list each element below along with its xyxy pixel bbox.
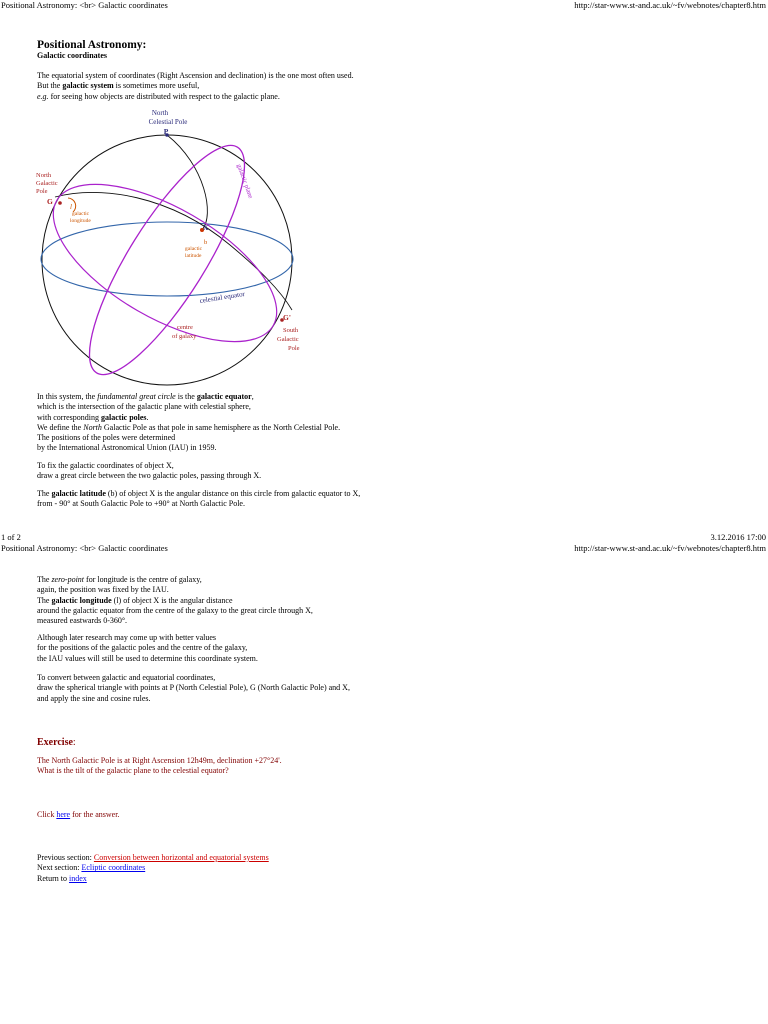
g-marker bbox=[58, 201, 62, 205]
label-galactic-latitude-1: galactic bbox=[185, 246, 203, 252]
navigation-links: Previous section: Conversion between horizontal and equatorial systems Next section: Ecliptic coordinates Return to index bbox=[37, 853, 269, 883]
label-north-galactic-pole-3: Pole bbox=[36, 188, 48, 195]
label-north-galactic-pole-1: North bbox=[36, 172, 52, 179]
label-north-celestial-pole-1: North bbox=[151, 109, 169, 117]
label-north-galactic-pole-2: Galactic bbox=[36, 180, 58, 187]
celestial-sphere bbox=[42, 135, 292, 385]
label-galactic-latitude-2: latitude bbox=[185, 253, 202, 259]
label-centre-of-galaxy-2: of galaxy bbox=[172, 333, 197, 340]
great-circle-through-g bbox=[55, 192, 292, 310]
answer-link[interactable]: here bbox=[56, 810, 71, 819]
print-footer-page: 1 of 2 bbox=[1, 532, 21, 542]
print-header-title-2: Positional Astronomy: <br> Galactic coordinates bbox=[1, 543, 168, 553]
paragraph-galactic-latitude: The galactic latitude (b) of object X is the angular distance on this circle from galactic equator to X, from - 90° at South Galactic Pole to +90° at North Galactic Pole. bbox=[37, 489, 361, 509]
page-title: Positional Astronomy: bbox=[37, 39, 147, 51]
label-galactic-longitude-1: galactic bbox=[72, 211, 90, 217]
exercise-text: The North Galactic Pole is at Right Ascension 12h49m, declination +27°24'. What is the tilt of the galactic plane to the celestial equator? bbox=[37, 756, 282, 776]
label-galactic-longitude-2: longitude bbox=[70, 218, 91, 224]
label-centre-of-galaxy-1: centre bbox=[177, 324, 193, 331]
intro-paragraph: The equatorial system of coordinates (Right Ascension and declination) is the one most often used. But the galactic system is sometimes more useful, e.g. for seeing how objects are distributed with respect to the galactic plane. bbox=[37, 71, 354, 101]
paragraph-zero-point: The zero-point for longitude is the centre of galaxy, again, the position was fixed by the IAU. The galactic longitude (l) of object X is the angular distance around the galactic equator from the centre of the galaxy to the great circle through X, measured eastwards 0-360°. bbox=[37, 575, 313, 626]
label-g-prime: G' bbox=[283, 313, 291, 322]
label-south-galactic-pole-1: South bbox=[283, 327, 299, 334]
print-footer-date: 3.12.2016 17:00 bbox=[710, 532, 766, 542]
label-x: X bbox=[203, 223, 209, 232]
page-subtitle: Galactic coordinates bbox=[37, 51, 107, 60]
label-p: P bbox=[163, 127, 169, 136]
galactic-coordinates-diagram bbox=[30, 105, 310, 390]
label-north-celestial-pole-2: Celestial Pole bbox=[148, 118, 188, 126]
paragraph-fix-coordinates: To fix the galactic coordinates of object X, draw a great circle between the two galactic poles, passing through X. bbox=[37, 461, 262, 481]
label-south-galactic-pole-2: Galactic bbox=[277, 336, 299, 343]
paragraph-iau-values: Although later research may come up with better values for the positions of the galactic poles and the centre of the galaxy, the IAU values will still be used to determine this coordinate system. bbox=[37, 633, 258, 663]
meridian-through-p bbox=[167, 135, 207, 230]
print-header-url-2: http://star-www.st-and.ac.uk/~fv/webnotes/chapter8.htm bbox=[574, 543, 766, 553]
label-g: G bbox=[47, 197, 53, 206]
label-b: b bbox=[204, 239, 208, 246]
next-section-link[interactable]: Ecliptic coordinates bbox=[81, 863, 146, 873]
exercise-heading: Exercise: bbox=[37, 737, 76, 748]
print-header-url: http://star-www.st-and.ac.uk/~fv/webnotes/chapter8.htm bbox=[574, 0, 766, 10]
print-header-title: Positional Astronomy: <br> Galactic coordinates bbox=[1, 0, 168, 10]
celestial-equator-line bbox=[41, 222, 293, 296]
label-galactic-plane: galactic plane bbox=[235, 163, 254, 200]
previous-section-link[interactable]: Conversion between horizontal and equatorial systems bbox=[93, 853, 269, 862]
index-link[interactable]: index bbox=[69, 873, 87, 883]
paragraph-conversion: To convert between galactic and equatorial coordinates, draw the spherical triangle with points at P (North Celestial Pole), G (North Galactic Pole) and X, and apply the sine and cosine rules. bbox=[37, 673, 350, 703]
label-l: l bbox=[70, 203, 72, 211]
label-celestial-equator: celestial equator bbox=[199, 289, 246, 305]
exercise-answer-line: Click here for the answer. bbox=[37, 810, 120, 819]
label-south-galactic-pole-3: Pole bbox=[288, 345, 300, 352]
paragraph-galactic-equator: In this system, the fundamental great circle is the galactic equator, which is the intersection of the galactic plane with celestial sphere, with corresponding galactic poles. We define the North Galactic Pole as that pole in same hemisphere as the North Celestial Pole. The positions of the poles were determined by the International Astronomical Union (IAU) in 1959. bbox=[37, 392, 341, 453]
